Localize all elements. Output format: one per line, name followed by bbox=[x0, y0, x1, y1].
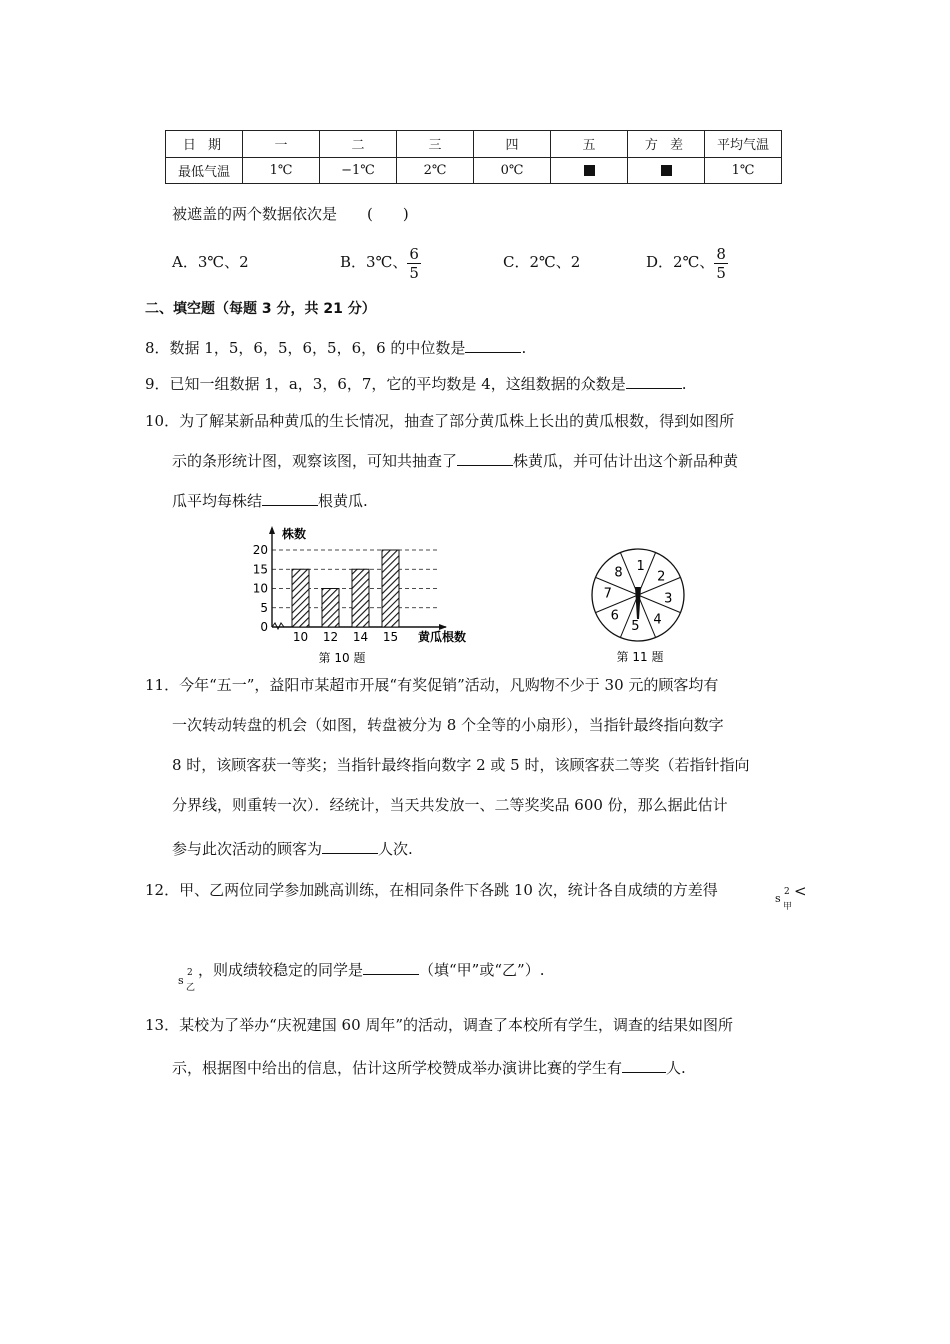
less-than-symbol: < bbox=[794, 882, 807, 900]
masked-square-icon bbox=[584, 165, 595, 176]
fraction bbox=[714, 245, 728, 282]
question-13-line: 13．某校为了举办“庆祝建国 60 周年”的活动，调查了本校所有学生，调查的结果如图所 bbox=[145, 1016, 734, 1034]
x-tick-label: 15 bbox=[382, 630, 399, 644]
question-text: 示，根据图中给出的信息，估计这所学校赞成举办演讲比赛的学生有 bbox=[172, 1059, 623, 1077]
question-text: 瓜平均每株结 bbox=[172, 492, 263, 510]
question-text: 人. bbox=[666, 1059, 686, 1077]
table-cell: 最低气温 bbox=[166, 157, 243, 184]
y-tick-label: 20 bbox=[252, 543, 268, 557]
table-cell: 一 bbox=[243, 131, 320, 158]
table-cell: 2℃ bbox=[397, 157, 474, 184]
table-cell: 1℃ bbox=[705, 157, 782, 184]
variance-yi bbox=[178, 966, 200, 996]
superscript: 2 bbox=[187, 968, 193, 978]
y-axis-label: 株数 bbox=[282, 527, 307, 541]
question-11-line: 分界线，则重转一次）．经统计，当天共发放一、二等奖奖品 600 份，那么据此估计 bbox=[172, 796, 728, 814]
question-12-line bbox=[198, 960, 544, 980]
question-8 bbox=[145, 338, 526, 358]
question-10-line bbox=[172, 451, 738, 471]
table-cell: 三 bbox=[397, 131, 474, 158]
question-text: 示的条形统计图，观察该图，可知共抽查了 bbox=[172, 452, 458, 470]
question-10-line bbox=[172, 491, 368, 511]
sector-label: 6 bbox=[610, 608, 619, 624]
bar-chart bbox=[250, 520, 490, 668]
question-text: 人次. bbox=[378, 840, 413, 858]
answer-blank[interactable] bbox=[322, 839, 378, 854]
question-13-line bbox=[172, 1058, 686, 1078]
sector-label: 8 bbox=[614, 565, 623, 581]
answer-blank[interactable] bbox=[465, 338, 521, 353]
bar bbox=[292, 569, 309, 627]
question-11-line: 8 时，该顾客获一等奖；当指针最终指向数字 2 或 5 时，该顾客获二等奖（若指针指向 bbox=[172, 756, 750, 774]
question-text: （填“甲”或“乙”）. bbox=[419, 961, 545, 979]
question-12-line: 12．甲、乙两位同学参加跳高训练，在相同条件下各跳 10 次，统计各自成绩的方差得 bbox=[145, 881, 718, 899]
sector-label: 2 bbox=[657, 569, 666, 585]
sector-label: 4 bbox=[653, 612, 662, 628]
option-d bbox=[646, 240, 728, 284]
superscript: 2 bbox=[784, 887, 790, 897]
y-axis-arrow-icon bbox=[269, 526, 275, 534]
question-9 bbox=[145, 374, 687, 394]
masked-square-icon bbox=[661, 165, 672, 176]
bar bbox=[322, 589, 339, 628]
answer-blank[interactable] bbox=[457, 451, 513, 466]
bar bbox=[382, 550, 399, 627]
axis-break-icon bbox=[272, 623, 284, 629]
spinner-figure bbox=[585, 545, 695, 667]
table-cell: −1℃ bbox=[320, 157, 397, 184]
denominator: 5 bbox=[409, 263, 419, 282]
answer-blank[interactable] bbox=[262, 491, 318, 506]
subscript: 乙 bbox=[186, 983, 196, 993]
table-cell: 四 bbox=[474, 131, 551, 158]
option-b bbox=[340, 240, 421, 284]
question-10-line: 10．为了解某新品种黄瓜的生长情况，抽查了部分黄瓜株上长出的黄瓜根数，得到如图所 bbox=[145, 412, 735, 430]
y-tick-label: 5 bbox=[260, 600, 268, 615]
figure-10-caption: 第 10 题 bbox=[318, 651, 366, 665]
temperature-table bbox=[165, 130, 782, 184]
question-text: ，则成绩较稳定的同学是 bbox=[198, 961, 364, 979]
table-cell: 五 bbox=[551, 131, 628, 158]
table-cell: 0℃ bbox=[474, 157, 551, 184]
fraction bbox=[407, 245, 421, 282]
question-text: 8．数据 1，5，6，5，6，5，6，6 的中位数是 bbox=[145, 339, 466, 357]
numerator: 8 bbox=[716, 244, 726, 263]
table-cell: 平均气温 bbox=[705, 131, 782, 158]
question-text: . bbox=[521, 339, 527, 357]
table-row-temperature bbox=[166, 157, 782, 184]
answer-blank[interactable] bbox=[622, 1058, 666, 1073]
subscript: 甲 bbox=[783, 902, 793, 912]
question-11-line: 一次转动转盘的机会（如图，转盘被分为 8 个全等的小扇形），当指针最终指向数字 bbox=[172, 716, 724, 734]
answer-blank[interactable] bbox=[626, 374, 682, 389]
answer-blank[interactable] bbox=[363, 960, 419, 975]
y-tick-label: 0 bbox=[260, 620, 268, 634]
question-text: 9．已知一组数据 1，a，3，6，7，它的平均数是 4，这组数据的众数是 bbox=[145, 375, 626, 393]
variance-symbol: s bbox=[178, 974, 184, 987]
bar bbox=[352, 569, 369, 627]
table-cell: 日 期 bbox=[166, 131, 243, 158]
table-cell: 二 bbox=[320, 131, 397, 158]
option-d-prefix: D．2℃、 bbox=[646, 253, 715, 271]
question-7-stem: 被遮盖的两个数据依次是 ( ) bbox=[172, 205, 409, 223]
y-tick-label: 15 bbox=[252, 562, 268, 577]
sector-label: 7 bbox=[603, 586, 612, 602]
table-cell-masked bbox=[628, 157, 705, 184]
y-tick-label: 10 bbox=[252, 581, 268, 596]
table-cell-masked bbox=[551, 157, 628, 184]
option-c: C．2℃、2 bbox=[503, 253, 581, 271]
numerator: 6 bbox=[409, 244, 419, 263]
section-title: 二、填空题（每题 3 分，共 21 分） bbox=[145, 301, 376, 317]
option-b-prefix: B．3℃、 bbox=[340, 253, 408, 271]
option-a: A．3℃、2 bbox=[172, 253, 249, 271]
table-cell: 方 差 bbox=[628, 131, 705, 158]
variance-symbol: s bbox=[775, 892, 781, 905]
table-row-header bbox=[166, 131, 782, 158]
denominator: 5 bbox=[716, 263, 726, 282]
x-tick-label: 12 bbox=[322, 630, 339, 644]
figure-11-caption: 第 11 题 bbox=[616, 650, 664, 664]
question-text: . bbox=[681, 375, 687, 393]
x-axis-label: 黄瓜根数 bbox=[418, 630, 467, 644]
table-cell: 1℃ bbox=[243, 157, 320, 184]
question-text: 株黄瓜，并可估计出这个新品种黄 bbox=[513, 452, 739, 470]
question-text: 根黄瓜. bbox=[318, 492, 368, 510]
x-tick-label: 14 bbox=[352, 630, 369, 644]
sector-label: 1 bbox=[636, 558, 645, 574]
x-tick-label: 10 bbox=[292, 630, 309, 644]
sector-label: 5 bbox=[631, 619, 640, 635]
sector-label: 3 bbox=[664, 591, 673, 607]
question-11-line: 11．今年“五一”，益阳市某超市开展“有奖促销”活动，凡购物不少于 30 元的顾客均有 bbox=[145, 676, 719, 694]
variance-jia bbox=[775, 880, 805, 912]
question-11-line bbox=[172, 839, 413, 859]
pivot-icon bbox=[636, 593, 641, 598]
question-text: 参与此次活动的顾客为 bbox=[172, 840, 323, 858]
